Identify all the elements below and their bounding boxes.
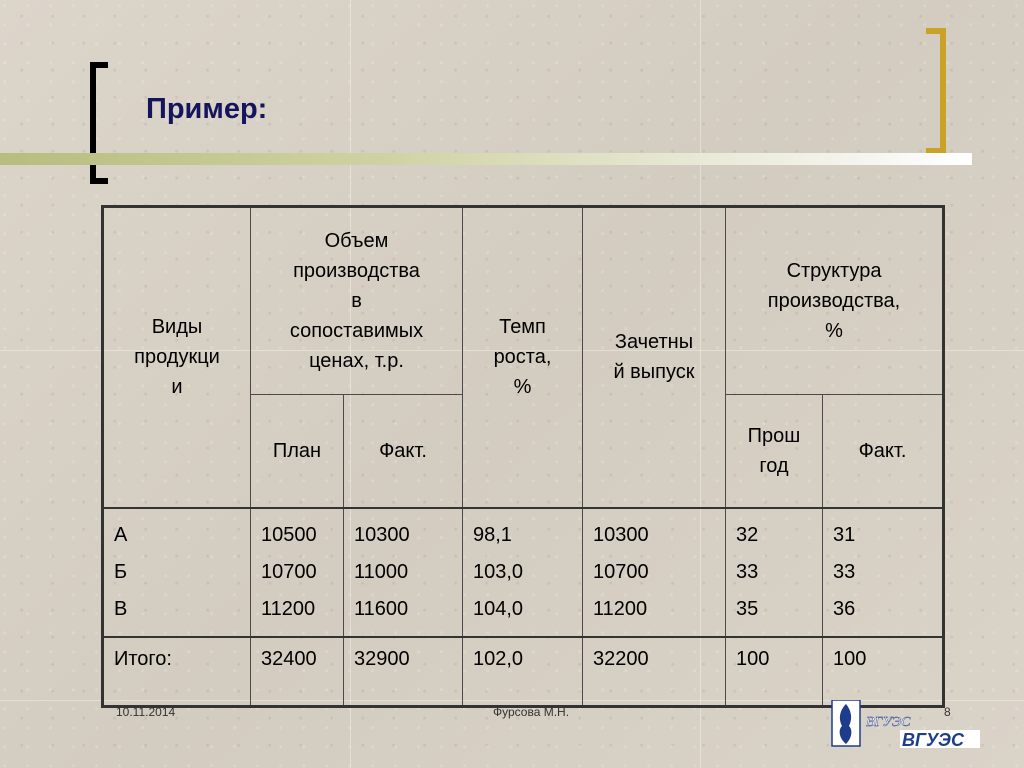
- left-bracket-decoration: [90, 62, 108, 184]
- slide-title: Пример:: [146, 93, 268, 125]
- header-structure: Структура производства, %: [726, 207, 944, 395]
- svg-text:ВГУЭС: ВГУЭС: [902, 730, 964, 750]
- total-fact: 32900: [344, 637, 463, 707]
- header-growth: Темп роста, %: [463, 207, 583, 508]
- cell-fact-structure: 31 33 36: [823, 508, 944, 637]
- header-prev-year: Прош год: [726, 395, 823, 508]
- cell-prev-year: 32 33 35: [726, 508, 823, 637]
- cell-kinds: А Б В: [103, 508, 251, 637]
- footer-page-number: 8: [944, 705, 951, 719]
- total-fact-structure: 100: [823, 637, 944, 707]
- cell-credited: 10300 10700 11200: [583, 508, 726, 637]
- total-prev-year: 100: [726, 637, 823, 707]
- cell-growth: 98,1 103,0 104,0: [463, 508, 583, 637]
- total-growth: 102,0: [463, 637, 583, 707]
- header-volume: Объем производства в сопоставимых ценах, т.р.: [251, 207, 463, 395]
- header-plan: План: [251, 395, 344, 508]
- total-label: Итого:: [103, 637, 251, 707]
- svg-text:ВГУЭС: ВГУЭС: [866, 715, 911, 730]
- production-table: [101, 205, 945, 708]
- header-fact: Факт.: [344, 395, 463, 508]
- header-fact-structure: Факт.: [823, 395, 944, 508]
- total-credited: 32200: [583, 637, 726, 707]
- header-credited-output: Зачетны й выпуск: [583, 207, 726, 508]
- total-plan: 32400: [251, 637, 344, 707]
- cell-fact: 10300 11000 11600: [344, 508, 463, 637]
- table-row: [103, 508, 944, 637]
- university-logo: [830, 700, 980, 750]
- footer-date: 10.11.2014: [116, 705, 176, 719]
- header-kinds: Виды продукци и: [103, 207, 251, 508]
- cell-plan: 10500 10700 11200: [251, 508, 344, 637]
- table-row-total: [103, 637, 944, 707]
- footer-author: Фурсова М.Н.: [493, 705, 570, 719]
- right-bracket-decoration: [926, 28, 946, 154]
- title-underline-bar: [0, 153, 972, 165]
